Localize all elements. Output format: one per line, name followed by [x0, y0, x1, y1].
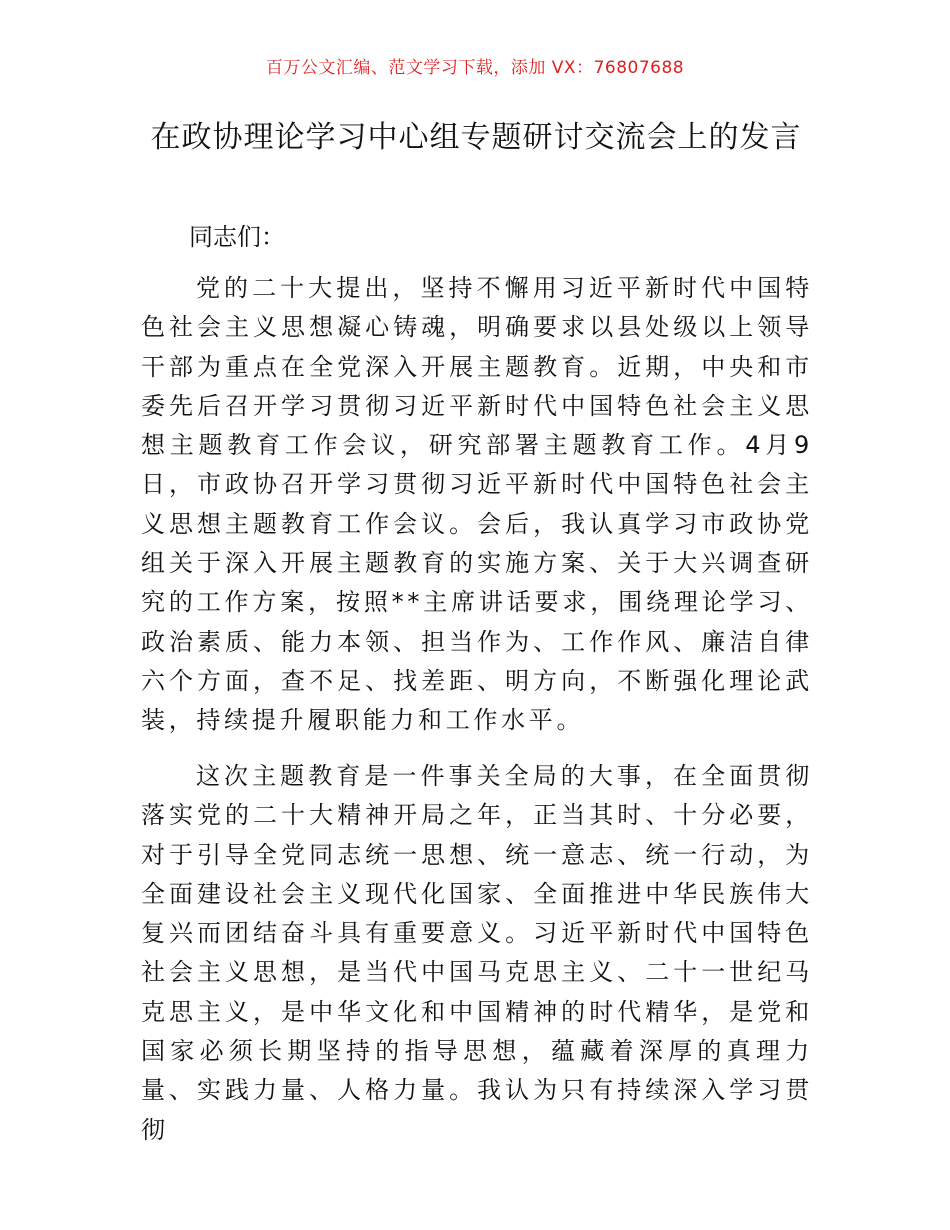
- body-paragraph: 党的二十大提出，坚持不懈用习近平新时代中国特色社会主义思想凝心铸魂，明确要求以县处级以上领导干部为重点在全党深入开展主题教育。近期，中央和市委先后召开学习贯彻习近平新时代中国特色社会主义思想主题教育工作会议，研究部署主题教育工作。4月9日，市政协召开学习贯彻习近平新时代中国特色社会主义思想主题教育工作会议。会后，我认真学习市政协党组关于深入开展主题教育的实施方案、关于大兴调查研究的工作方案，按照**主席讲话要求，围绕理论学习、政治素质、能力本领、担当作为、工作作风、廉洁自律六个方面，查不足、找差距、明方向，不断强化理论武装，持续提升履职能力和工作水平。: [141, 274, 813, 735]
- watermark-header: 百万公文汇编、范文学习下载，添加 VX：76807688: [265, 58, 685, 78]
- salutation: 同志们：: [189, 223, 285, 251]
- document-title: 在政协理论学习中心组专题研讨交流会上的发言: [150, 120, 802, 155]
- body-paragraph: 这次主题教育是一件事关全局的大事，在全面贯彻落实党的二十大精神开局之年，正当其时、十分必要，对于引导全党同志统一思想、统一意志、统一行动，为全面建设社会主义现代化国家、全面推进中华民族伟大复兴而团结奋斗具有重要意义。习近平新时代中国特色社会主义思想，是当代中国马克思主义、二十一世纪马克思主义，是中华文化和中国精神的时代精华，是党和国家必须长期坚持的指导思想，蕴藏着深厚的真理力量、实践力量、人格力量。我认为只有持续深入学习贯彻: [141, 762, 813, 1144]
